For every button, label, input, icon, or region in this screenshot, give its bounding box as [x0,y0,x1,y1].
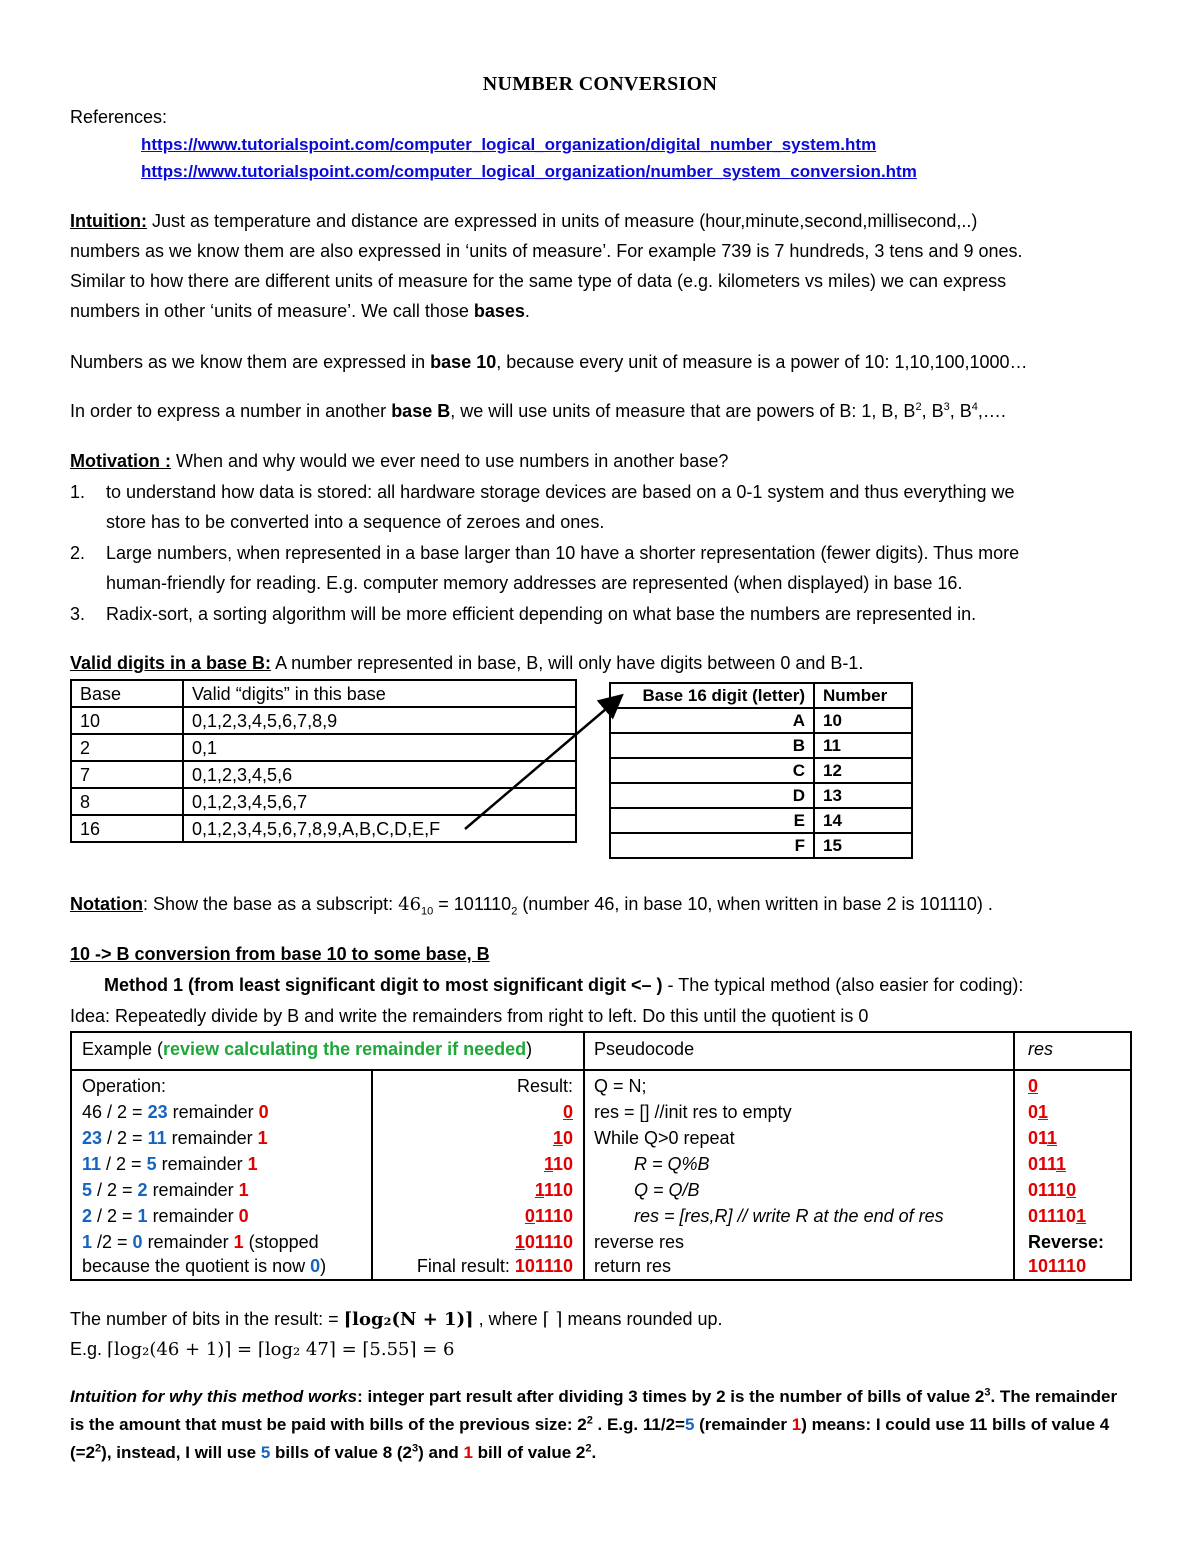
res-value: 0111 [1028,1154,1067,1174]
header-base: Base [71,680,183,707]
cell-digits: 0,1 [183,734,576,761]
result-row: 0 [562,1102,573,1122]
cell-base: 10 [71,707,183,734]
op-row: 2 / 2 = 1 remainder 0 [82,1206,249,1226]
result-row: 1110 [534,1180,573,1200]
res-value: 01110 [1028,1180,1077,1200]
op-row: 46 / 2 = 23 remainder 0 [82,1102,269,1122]
why-line-2: is the amount that must be paid with bills of the previous size: $2^2$ . E.g. 11/2=5 (remainder 1) means: I could use 11 bills of value 4 [70,1414,1110,1434]
notation-line: Notation: Show the base as a subscript: $46_{10} = 101110_2$ (number 46, in base 10, when written in base 2 is 101110) . [70,894,993,918]
op-row: 23 / 2 = 11 remainder 1 [82,1128,268,1148]
cell-base: 7 [71,761,183,788]
intuition-label: Intuition: [70,211,147,231]
motivation-label: Motivation : [70,451,171,471]
bits-line-2: E.g. ⌈log₂(46 + 1)⌉ = ⌈log₂ 47⌉ = ⌈5.55⌉ = 6 [70,1339,455,1360]
bits-line-1: The number of bits in the result: = ⌈log₂(N + 1)⌉ , where ⌈ ⌉ means rounded up. [70,1309,723,1330]
pseudo-line: return res [594,1256,672,1276]
header-valid-digits: Valid “digits” in this base [183,680,576,707]
pseudo-line: R = Q%B [634,1154,710,1174]
cell-base: 8 [71,788,183,815]
cell-number: 11 [814,733,912,758]
result-row: 101110 [514,1232,573,1252]
intuition-line-3: Similar to how there are different units of measure for the same type of data (e.g. kilometers vs miles) we can express [70,271,1007,291]
cell-digits: 0,1,2,3,4,5,6,7,8,9,A,B,C,D,E,F [183,815,576,842]
cell-number: 15 [814,833,912,858]
pseudo-line: reverse res [594,1232,685,1252]
method-line: Method 1 (from least significant digit to most significant digit <– ) - The typical method (also easier for coding): [104,975,1024,995]
reference-link-2[interactable]: https://www.tutorialspoint.com/computer_logical_organization/number_system_conversion.htm [141,162,917,181]
cell-digits: 0,1,2,3,4,5,6 [183,761,576,788]
conversion-heading: 10 -> B conversion from base 10 to some base, B [70,944,490,964]
baseB-paragraph: In order to express a number in another base B, we will use units of measure that are powers of B: 1, B, $B^2$, $B^3$, $B^4,\dots$. [70,401,1006,421]
valid-digits-label: Valid digits in a base B: [70,653,272,673]
res-header: res [1028,1039,1054,1059]
result-label: Result: [516,1076,573,1096]
cell-number: 13 [814,783,912,808]
op-row: 5 / 2 = 2 remainder 1 [82,1180,249,1200]
intuition-line-1: Intuition: Just as temperature and distance are expressed in units of measure (hour,minute,second,millisecond,..) [70,211,978,231]
header-hex-digit: Base 16 digit (letter) [610,683,814,708]
result-row: 10 [552,1128,573,1148]
motivation-item-3-num: 3. [70,604,86,624]
motivation-item-3-line-1: Radix-sort, a sorting algorithm will be more efficient depending on what base the numbers are represented in. [106,604,977,624]
motivation-item-2-line-1: Large numbers, when represented in a base larger than 10 have a shorter representation (fewer digits). Thus more [106,543,1020,563]
motivation-item-1-line-1: to understand how data is stored: all hardware storage devices are based on a 0-1 system and thus everything we [106,482,1015,502]
reverse-value: 101110 [1028,1256,1087,1276]
cell-letter: D [610,783,814,808]
motivation-item-1-num: 1. [70,482,86,502]
pseudo-line: res = [] //init res to empty [594,1102,792,1122]
header-number: Number [814,683,912,708]
why-line-1: Intuition for why this method works: integer part result after dividing 3 times by 2 is the number of bills of value $2^3$. The remainder [70,1386,1118,1406]
res-value: 0 [1028,1076,1039,1096]
pseudo-line: Q = N; [594,1076,647,1096]
motivation-item-2-num: 2. [70,543,86,563]
cell-letter: C [610,758,814,783]
motivation-item-1-line-2: store has to be converted into a sequence of zeroes and ones. [106,512,605,532]
pseudo-line: While Q>0 repeat [594,1128,735,1148]
base10-paragraph: Numbers as we know them are expressed in base 10, because every unit of measure is a power of 10: 1,10,100,1000… [70,352,1028,372]
result-row: 110 [543,1154,573,1174]
idea-line: Idea: Repeatedly divide by B and write the remainders from right to left. Do this until the quotient is 0 [70,1006,869,1026]
operation-label: Operation: [82,1076,167,1096]
pseudo-line: res = [res,R] // write R at the end of res [634,1206,944,1226]
notation-label: Notation [70,894,143,914]
intuition-line-4: numbers in other ‘units of measure’. We call those bases. [70,301,530,321]
cell-letter: F [610,833,814,858]
cell-base: 16 [71,815,183,842]
cell-letter: E [610,808,814,833]
motivation-line: Motivation : When and why would we ever need to use numbers in another base? [70,451,729,471]
cell-base: 2 [71,734,183,761]
res-value: 01 [1028,1102,1049,1122]
cell-letter: B [610,733,814,758]
cell-digits: 0,1,2,3,4,5,6,7,8,9 [183,707,576,734]
op-row: 1 /2 = 0 remainder 1 (stopped [82,1232,319,1252]
cell-number: 14 [814,808,912,833]
cell-digits: 0,1,2,3,4,5,6,7 [183,788,576,815]
reference-link-1[interactable]: https://www.tutorialspoint.com/computer_logical_organization/digital_number_system.htm [141,135,877,154]
pseudocode-header: Pseudocode [594,1039,695,1059]
op-row: 11 / 2 = 5 remainder 1 [82,1154,258,1174]
why-line-3: $(=2^2)$, instead, I will use 5 bills of value 8 $(2^3)$ and 1 bill of value $2^2$. [70,1442,597,1462]
res-value: 011101 [1028,1206,1087,1226]
cell-number: 12 [814,758,912,783]
final-result: Final result: 101110 [416,1256,573,1276]
intuition-line-2: numbers as we know them are also expressed in ‘units of measure’. For example 739 is 7 hundreds, 3 tens and 9 ones. [70,241,1023,261]
example-table [70,1031,1132,1281]
reverse-label: Reverse: [1028,1232,1105,1252]
example-header: Example (review calculating the remainder if needed) [82,1039,533,1059]
motivation-item-2-line-2: human-friendly for reading. E.g. computer memory addresses are represented (when displayed) in base 16. [106,573,963,593]
pseudo-line: Q = Q/B [634,1180,700,1200]
valid-digits-line: Valid digits in a base B: A number represented in base, B, will only have digits between 0 and B-1. [70,653,864,673]
references-label: References: [70,107,168,127]
op-row-last: because the quotient is now 0) [82,1256,327,1276]
cell-letter: A [610,708,814,733]
cell-number: 10 [814,708,912,733]
page-title: NUMBER CONVERSION [482,73,718,95]
result-row: 01110 [524,1206,573,1226]
res-value: 011 [1028,1128,1058,1148]
arrow-line [465,697,620,829]
